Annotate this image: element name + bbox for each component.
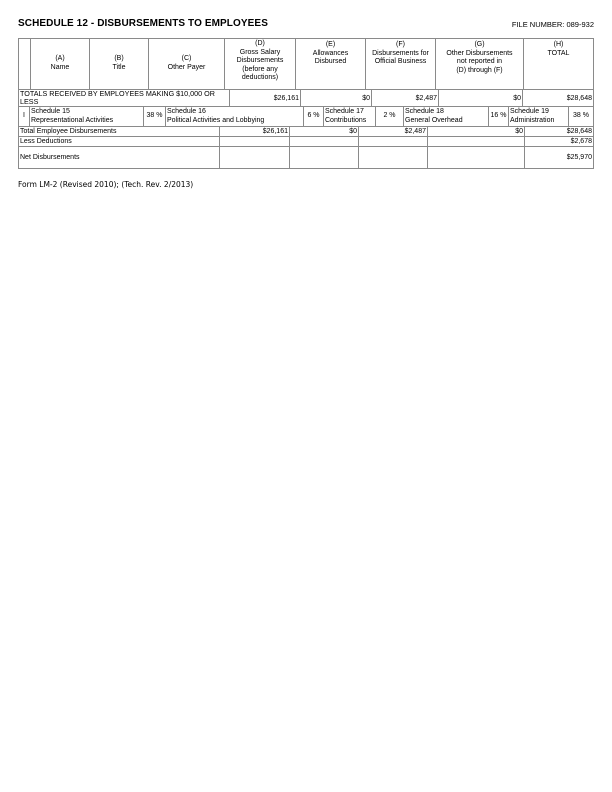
column-header-c-letter: (C) (181, 55, 192, 63)
totals-other: $0 (438, 89, 523, 107)
column-header-g-letter: (G) (474, 41, 485, 48)
schedule-16-name: Political Activities and Lobbying (167, 116, 265, 124)
total-employee-official-business: $2,487 (358, 126, 428, 137)
column-header-a (30, 38, 90, 90)
column-header-f-line1: Disbursements for (372, 49, 429, 57)
column-header-d (224, 38, 296, 90)
total-employee-allowances: $0 (289, 126, 359, 137)
schedule-17-percent: 2 % (375, 106, 404, 127)
net-disbursements-total: $25,970 (524, 146, 594, 169)
column-header-e (295, 38, 366, 90)
form-footer-note: Form LM-2 (Revised 2010); (Tech. Rev. 2/2013) (18, 180, 194, 189)
column-header-d-line4: deductions) (241, 74, 279, 82)
net-official-business (358, 146, 428, 169)
schedule-19-name: Administration (510, 116, 555, 124)
column-header-e-letter: (E) (325, 41, 336, 48)
file-number: FILE NUMBER: 089-932 (511, 20, 594, 29)
column-header-a-letter: (A) (55, 55, 65, 63)
column-header-b-label: Title (112, 64, 126, 71)
column-header-f-line2: Official Business (374, 58, 427, 66)
page-title: SCHEDULE 12 - DISBURSEMENTS TO EMPLOYEES (18, 18, 268, 29)
column-header-d-line2: Disbursements (236, 57, 284, 65)
column-header-h-label: TOTAL (547, 49, 570, 57)
schedule-15-percent: 38 % (143, 106, 166, 127)
column-header-g-line3: (D) through (F) (456, 66, 503, 74)
column-header-f (365, 38, 436, 90)
schedule-row-marker: I (18, 106, 30, 127)
column-header-g (435, 38, 524, 90)
schedule-16-title: Schedule 16 (167, 108, 206, 115)
total-employee-other: $0 (427, 126, 525, 137)
totals-total: $28,648 (522, 89, 594, 107)
schedule-19-label (508, 106, 569, 127)
totals-official-business: $2,487 (371, 89, 439, 107)
totals-row-label: TOTALS RECEIVED BY EMPLOYEES MAKING $10,000 OR LESS (18, 89, 230, 107)
schedule-18-label (403, 106, 489, 127)
column-header-c (148, 38, 225, 90)
column-header-h (523, 38, 594, 90)
schedule-16-percent: 6 % (303, 106, 324, 127)
totals-allowances: $0 (300, 89, 372, 107)
column-header-g-line2: not reported in (456, 58, 503, 66)
schedule-19-percent: 38 % (568, 106, 594, 127)
schedule-16-label (165, 106, 304, 127)
totals-gross-salary: $26,161 (229, 89, 301, 107)
schedule-15-name: Representational Activities (31, 116, 114, 124)
total-employee-label: Total Employee Disbursements (18, 126, 220, 137)
column-header-a-label: Name (50, 64, 70, 71)
schedule-18-name: General Overhead (405, 116, 463, 124)
column-header-g-line1: Other Disbursements (446, 49, 513, 57)
less-deductions-label: Less Deductions (18, 136, 220, 147)
schedule-17-label (323, 106, 376, 127)
total-employee-total: $28,648 (524, 126, 594, 137)
schedule-17-title: Schedule 17 (325, 108, 364, 115)
schedule-19-title: Schedule 19 (510, 108, 549, 115)
column-header-b (89, 38, 149, 90)
column-header-d-line3: (before any (242, 65, 278, 73)
schedule-18-percent: 16 % (488, 106, 509, 127)
schedule-15-title: Schedule 15 (31, 108, 70, 115)
column-header-c-label: Other Payer (167, 64, 206, 71)
net-other (427, 146, 525, 169)
column-header-e-line2: Disbursed (314, 58, 347, 66)
column-header-f-letter: (F) (396, 41, 405, 48)
column-header-h-letter: (H) (553, 41, 564, 48)
column-header-e-line1: Allowances (312, 49, 349, 57)
net-allowances (289, 146, 359, 169)
net-gross-salary (219, 146, 290, 169)
less-deductions-total: $2,678 (524, 136, 594, 147)
net-disbursements-label: Net Disbursements (18, 146, 220, 169)
column-header-d-line1: Gross Salary (239, 48, 281, 56)
column-header-b-letter: (B) (114, 55, 124, 63)
column-header-d-letter: (D) (255, 40, 265, 47)
schedule-15-label (29, 106, 144, 127)
schedule-17-name: Contributions (325, 116, 367, 124)
total-employee-gross-salary: $26,161 (219, 126, 290, 137)
schedule-18-title: Schedule 18 (405, 108, 444, 115)
